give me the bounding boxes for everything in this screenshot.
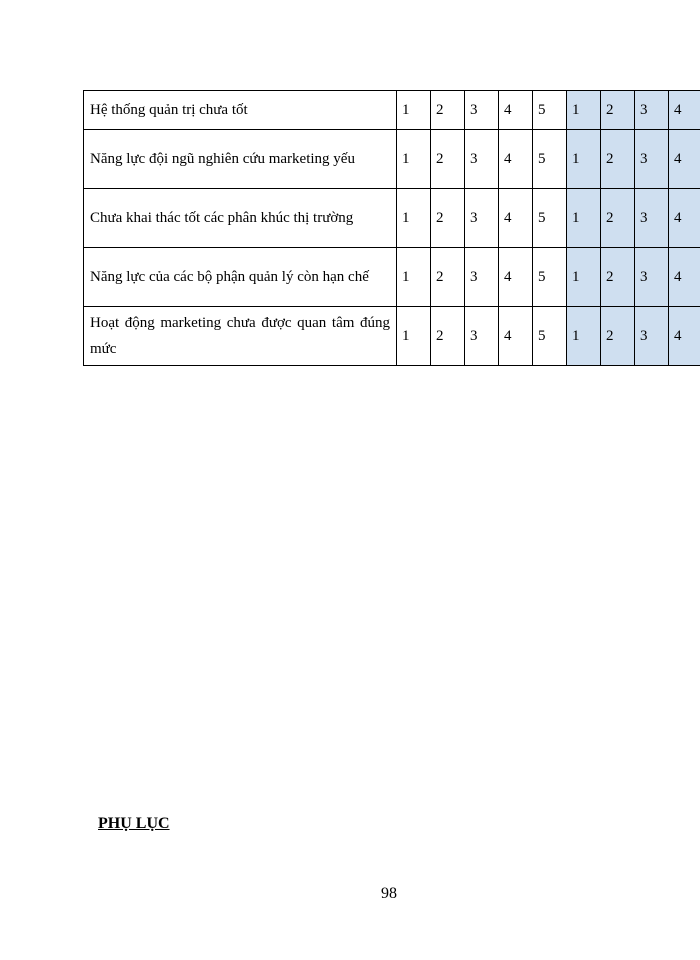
scale-b-cell: 4 <box>669 307 700 366</box>
page-number: 98 <box>381 885 397 902</box>
scale-a-cell: 1 <box>397 189 431 248</box>
scale-a-cell: 2 <box>431 248 465 307</box>
scale-b-cell: 3 <box>635 248 669 307</box>
scale-b-cell: 1 <box>567 91 601 130</box>
scale-a-cell: 5 <box>533 130 567 189</box>
row-label: Chưa khai thác tốt các phân khúc thị trường <box>84 189 397 248</box>
scale-a-cell: 4 <box>499 130 533 189</box>
scale-a-cell: 3 <box>465 91 499 130</box>
scale-a-cell: 2 <box>431 307 465 366</box>
scale-a-cell: 5 <box>533 189 567 248</box>
scale-b-cell: 4 <box>669 91 700 130</box>
scale-a-cell: 1 <box>397 91 431 130</box>
scale-a-cell: 3 <box>465 307 499 366</box>
scale-a-cell: 5 <box>533 248 567 307</box>
scale-b-cell: 2 <box>601 307 635 366</box>
row-label: Hệ thống quản trị chưa tốt <box>84 91 397 130</box>
scale-b-cell: 3 <box>635 130 669 189</box>
scale-b-cell: 4 <box>669 130 700 189</box>
scale-a-cell: 3 <box>465 248 499 307</box>
scale-b-cell: 3 <box>635 91 669 130</box>
scale-a-cell: 4 <box>499 248 533 307</box>
scale-a-cell: 3 <box>465 130 499 189</box>
table-row <box>84 91 700 130</box>
scale-a-cell: 2 <box>431 130 465 189</box>
survey-table <box>83 90 700 366</box>
scale-b-cell: 1 <box>567 130 601 189</box>
table-row <box>84 189 700 248</box>
scale-a-cell: 1 <box>397 130 431 189</box>
scale-a-cell: 1 <box>397 248 431 307</box>
scale-b-cell: 2 <box>601 91 635 130</box>
scale-a-cell: 1 <box>397 307 431 366</box>
scale-b-cell: 2 <box>601 248 635 307</box>
scale-b-cell: 2 <box>601 189 635 248</box>
section-heading: PHỤ LỤC <box>98 815 170 832</box>
table-row <box>84 307 700 366</box>
scale-a-cell: 2 <box>431 189 465 248</box>
scale-b-cell: 4 <box>669 189 700 248</box>
scale-a-cell: 4 <box>499 307 533 366</box>
scale-a-cell: 4 <box>499 91 533 130</box>
scale-b-cell: 4 <box>669 248 700 307</box>
scale-b-cell: 1 <box>567 307 601 366</box>
table-row <box>84 130 700 189</box>
scale-a-cell: 5 <box>533 91 567 130</box>
scale-a-cell: 2 <box>431 91 465 130</box>
scale-b-cell: 1 <box>567 189 601 248</box>
row-label: Hoạt động marketing chưa được quan tâm đúng mức <box>84 307 397 366</box>
scale-b-cell: 1 <box>567 248 601 307</box>
scale-b-cell: 2 <box>601 130 635 189</box>
scale-a-cell: 3 <box>465 189 499 248</box>
scale-b-cell: 3 <box>635 307 669 366</box>
row-label: Năng lực của các bộ phận quản lý còn hạn chế <box>84 248 397 307</box>
scale-a-cell: 5 <box>533 307 567 366</box>
scale-b-cell: 3 <box>635 189 669 248</box>
scale-a-cell: 4 <box>499 189 533 248</box>
row-label: Năng lực đội ngũ nghiên cứu marketing yếu <box>84 130 397 189</box>
table-row <box>84 248 700 307</box>
survey-table-body <box>84 91 700 366</box>
